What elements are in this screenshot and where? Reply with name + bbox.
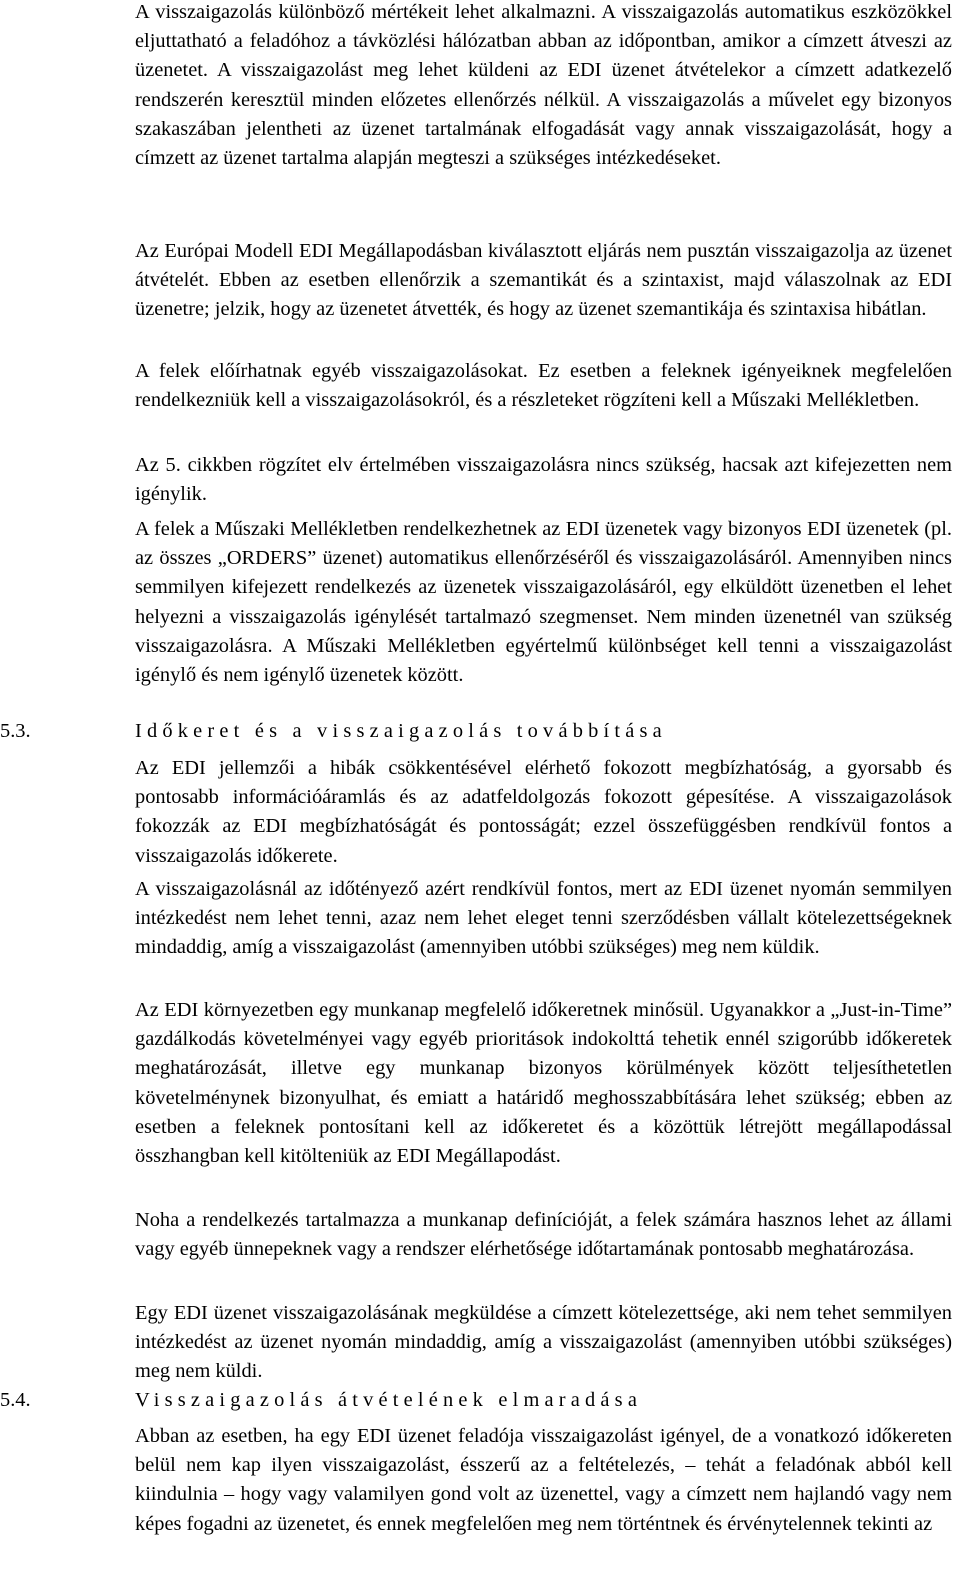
- paragraph-technical-annex: A felek a Műszaki Mellékletben rendelkezhetnek az EDI üzenetek vagy bizonyos EDI üzenetek (pl. az összes „ORDERS” üzenet) automatikus ellenőrzéséről és visszaigazolásáról. Amennyiben nincs semmilyen kifejezett rendelkezés az üzenetek visszaigazolásáról, egy elküldött üzenetben el lehet helyezni a visszaigazolás igénylését tartalmazó szegmenset. Nem minden üzenetnél van szükség visszaigazolásra. A Műszaki Mellékletben egyértelmű különbséget kell tenni a visszaigazolást igénylő és nem igénylő üzenetek között.: [135, 518, 952, 687]
- paragraph-time-factor: A visszaigazolásnál az időtényező azért rendkívül fontos, mert az EDI üzenet nyomán semmilyen intézkedést nem lehet tenni, azaz nem lehet eleget tenni szerződésben vállalt kötelezettségeknek mindaddig, amíg a visszaigazolást (amennyiben utóbbi szükséges) meg nem küldik.: [135, 878, 952, 959]
- paragraph-missing-acknowledgement: Abban az esetben, ha egy EDI üzenet feladója visszaigazolást igényel, de a vonatkozó időkereten belül nem kap ilyen visszaigazolást, ésszerű az a feltételezés, – tehát a feladónak abból kell kiindulnia – hogy vagy valamilyen gond volt az üzenettel, vagy a címzett nem hajlandó vagy nem képes fogadni az üzenetet, és ennek megfelelően meg nem történtnek és érvénytelennek tekinti az: [135, 1425, 952, 1535]
- paragraph-recipient-obligation: Egy EDI üzenet visszaigazolásának megküldése a címzett kötelezettsége, aki nem tehet semmilyen intézkedést az üzenet nyomán mindaddig, amíg a visszaigazolást (amennyiben utóbbi szükséges) meg nem küldi.: [135, 1302, 952, 1383]
- paragraph-article-5: Az 5. cikkben rögzítet elv értelmében visszaigazolásra nincs szükség, hacsak azt kifejezetten nem igénylik.: [135, 454, 952, 506]
- section-title-5-4: Visszaigazolás átvételének elmaradása: [135, 1389, 643, 1411]
- paragraph-working-day: Az EDI környezetben egy munkanap megfelelő időkeretnek minősül. Ugyanakkor a „Just-in-Time” gazdálkodás követelményei vagy egyéb prioritások indokolttá tehetik ennél szigorúbb időkeretek meghatározását, illetve egy munkanap bizonyos körülmények között teljesíthetetlen követelménynek bizonyulhat, és emiatt a határidő meghosszabbítására lehet szükség; ebben az esetben a feleknek pontosítani kell az időkeretet és a közöttük létrejött megállapodással összhangban kell kitölteniük az EDI Megállapodást.: [135, 999, 952, 1168]
- paragraph-other-acknowledgements: A felek előírhatnak egyéb visszaigazolásokat. Ez esetben a feleknek igényeiknek megfelelően rendelkezniük kell a visszaigazolásokról, és a részleteket rögzíteni kell a Műszaki Mellékletben.: [135, 360, 952, 412]
- section-title-5-3: Időkeret és a visszaigazolás továbbítása: [135, 720, 667, 742]
- paragraph-european-model: Az Európai Modell EDI Megállapodásban kiválasztott eljárás nem pusztán visszaigazolja az üzenet átvételét. Ebben az esetben ellenőrzik a szemantikát és a szintaxist, majd válaszolnak az EDI üzenetre; jelzik, hogy az üzenetet átvették, és hogy az üzenet szemantikája és szintaxisa hibátlan.: [135, 240, 952, 321]
- section-number-5-4: 5.4.: [0, 1389, 31, 1411]
- paragraph-acknowledgement-levels: A visszaigazolás különböző mértékeit lehet alkalmazni. A visszaigazolás automatikus eszközökkel eljuttatható a feladóhoz a távközlési hálózatban abban az időpontban, amikor a címzett átveszi az üzenetet. A visszaigazolást meg lehet küldeni az EDI üzenet átvételekor a címzett adatkezelő rendszerén keresztül minden előzetes ellenőrzés nélkül. A visszaigazolás a művelet egy bizonyos szakaszában jelentheti az üzenet tartalmának elfogadását vagy annak visszaigazolását, hogy a címzett az üzenet tartalma alapján megteszi a szükséges intézkedéseket.: [135, 1, 952, 170]
- section-number-5-3: 5.3.: [0, 720, 31, 742]
- paragraph-holidays: Noha a rendelkezés tartalmazza a munkanap definícióját, a felek számára hasznos lehet az állami vagy egyéb ünnepeknek vagy a rendszer elérhetősége időtartamának pontosabb meghatározása.: [135, 1209, 952, 1261]
- paragraph-edi-reliability: Az EDI jellemzői a hibák csökkentésével elérhető fokozott megbízhatóság, a gyorsabb és pontosabb információáramlás és az adatfeldolgozás fokozott gépesítése. A visszaigazolások fokozzák az EDI megbízhatóságát és pontosságát; ezzel összefüggésben rendkívül fontos a visszaigazolás időkerete.: [135, 757, 952, 867]
